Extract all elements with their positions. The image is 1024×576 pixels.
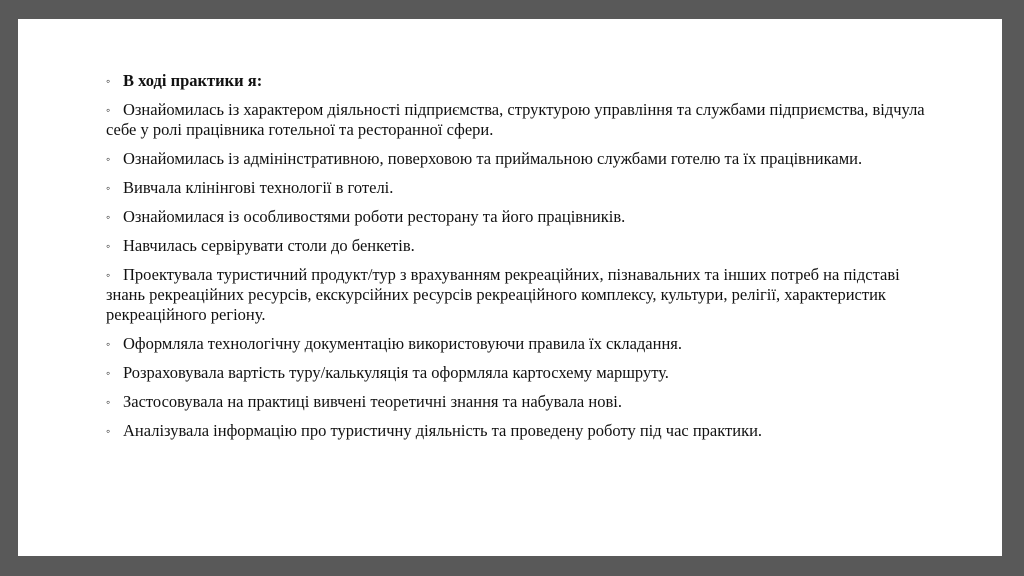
bullet-icon: ◦: [106, 210, 111, 224]
list-item-text: Ознайомилась із адмінінстративною, поверховою та приймальною службами готелю та їх працівниками.: [123, 149, 863, 168]
list-item-text: Застосовувала на практиці вивчені теоретичні знання та набувала нові.: [123, 392, 622, 411]
bullet-icon: ◦: [106, 337, 111, 351]
list-item: [106, 334, 936, 354]
bullet-icon: ◦: [106, 395, 111, 409]
list-item: [106, 100, 936, 140]
list-item: [106, 363, 936, 383]
list-item: [106, 421, 936, 441]
list-item-text: Проектувала туристичний продукт/тур з врахуванням рекреаційних, пізнавальних та інших потреб на підставі знань рекреаційних ресурсів, екскурсійних ресурсів рекреаційного комплексу, культури, релігії, характеристик рекреаційного регіону.: [106, 265, 900, 324]
bullet-list: [106, 71, 936, 450]
bullet-icon: ◦: [106, 103, 111, 117]
bullet-icon: ◦: [106, 366, 111, 380]
list-item: [106, 149, 936, 169]
list-item-text: Розраховувала вартість туру/калькуляція та оформляла картосхему маршруту.: [123, 363, 669, 382]
list-item-text: Ознайомилася із особливостями роботи ресторану та його працівників.: [123, 207, 626, 226]
list-item: [106, 178, 936, 198]
list-item-text: Вивчала клінінгові технології в готелі.: [123, 178, 394, 197]
bullet-icon: ◦: [106, 152, 111, 166]
list-item: [106, 392, 936, 412]
list-item: [106, 265, 936, 325]
list-item-text: Навчилась сервірувати столи до бенкетів.: [123, 236, 415, 255]
bullet-icon: ◦: [106, 239, 111, 253]
list-item: [106, 236, 936, 256]
list-item-text: Оформляла технологічну документацію використовуючи правила їх складання.: [123, 334, 683, 353]
slide: [18, 19, 1002, 556]
bullet-icon: ◦: [106, 268, 111, 282]
list-item-heading: [106, 71, 936, 91]
bullet-icon: ◦: [106, 74, 111, 88]
list-item-text: Ознайомилась із характером діяльності підприємства, структурою управління та службами підприємства, відчула себе у ролі працівника готельної та ресторанної сфери.: [106, 100, 925, 139]
bullet-icon: ◦: [106, 181, 111, 195]
bullet-icon: ◦: [106, 424, 111, 438]
list-item-text: В ході практики я:: [123, 71, 263, 90]
list-item-text: Аналізувала інформацію про туристичну діяльність та проведену роботу під час практики.: [123, 421, 763, 440]
list-item: [106, 207, 936, 227]
